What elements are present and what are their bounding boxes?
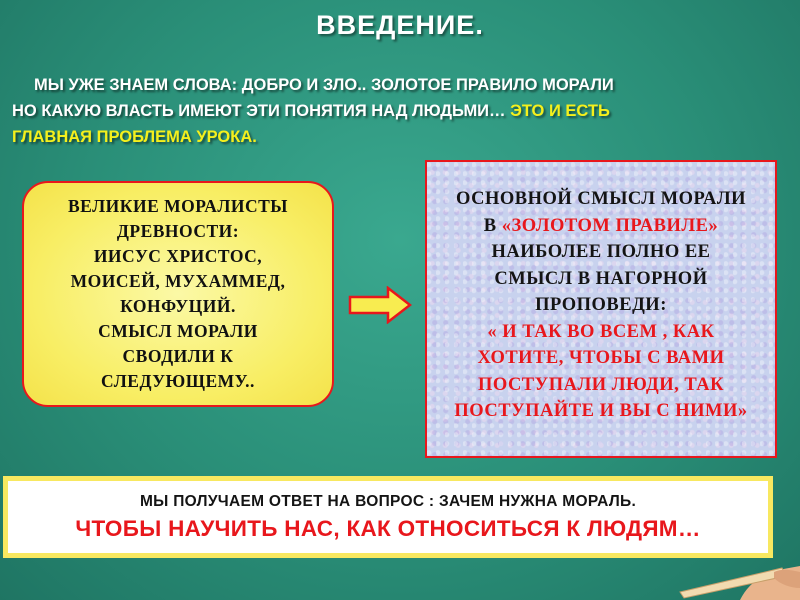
moralists-line: СМЫСЛ МОРАЛИ (98, 321, 258, 341)
intro-line-3: ГЛАВНАЯ ПРОБЛЕМА УРОКА. (12, 128, 257, 146)
intro-line-1: МЫ УЖЕ ЗНАЕМ СЛОВА: ДОБРО И ЗЛО.. ЗОЛОТОЕ ПРАВИЛО МОРАЛИ (34, 76, 614, 94)
answer-question: МЫ ПОЛУЧАЕМ ОТВЕТ НА ВОПРОС : ЗАЧЕМ НУЖНА МОРАЛЬ. (139, 493, 637, 510)
right-arrow-icon (348, 286, 412, 324)
golden-rule-quote-line: ПОСТУПАЛИ ЛЮДИ, ТАК (477, 374, 725, 395)
moralists-line: ДРЕВНОСТИ: (116, 221, 240, 241)
pointer-stick-icon (670, 548, 800, 600)
moralists-text (68, 194, 288, 394)
moralists-line: СВОДИЛИ К (122, 346, 234, 366)
golden-rule-line (427, 213, 775, 240)
answer-box (3, 476, 773, 558)
moralists-line: ИИСУС ХРИСТОС, (93, 246, 263, 266)
golden-rule-line: ОСНОВНОЙ СМЫСЛ МОРАЛИ (455, 189, 746, 209)
intro-line-2-white: НО КАКУЮ ВЛАСТЬ ИМЕЮТ ЭТИ ПОНЯТИЯ НАД ЛЮДЬМИ… (12, 102, 506, 120)
golden-rule-highlight: «ЗОЛОТОМ ПРАВИЛЕ» (501, 215, 719, 236)
slide-title: ВВЕДЕНИЕ. (316, 10, 484, 40)
golden-rule-quote-line: ПОСТУПАЙТЕ И ВЫ С НИМИ» (454, 401, 748, 421)
golden-rule-box (425, 160, 777, 458)
moralists-line: МОИСЕЙ, МУХАММЕД, (70, 271, 286, 291)
moralists-line: ВЕЛИКИЕ МОРАЛИСТЫ (68, 196, 288, 216)
intro-line-2 (12, 98, 792, 124)
golden-rule-line: СМЫСЛ В НАГОРНОЙ (494, 268, 708, 289)
golden-rule-line: ПРОПОВЕДИ: (535, 295, 667, 315)
answer-text: ЧТОБЫ НАУЧИТЬ НАС, КАК ОТНОСИТЬСЯ К ЛЮДЯМ… (75, 516, 701, 541)
intro-line-2-yellow: ЭТО И ЕСТЬ (505, 102, 610, 120)
golden-rule-line: НАИБОЛЕЕ ПОЛНО ЕЕ (491, 242, 711, 262)
golden-rule-quote-line: ХОТИТЕ, ЧТОБЫ С ВАМИ (477, 348, 725, 368)
moralists-box (22, 181, 334, 407)
moralists-line: СЛЕДУЮЩЕМУ.. (101, 371, 255, 391)
golden-rule-prefix: В (483, 215, 502, 236)
golden-rule-quote-line: « И ТАК ВО ВСЕМ , КАК (487, 321, 715, 342)
moralists-line: КОНФУЦИЙ. (120, 296, 236, 316)
intro-text (12, 72, 792, 150)
